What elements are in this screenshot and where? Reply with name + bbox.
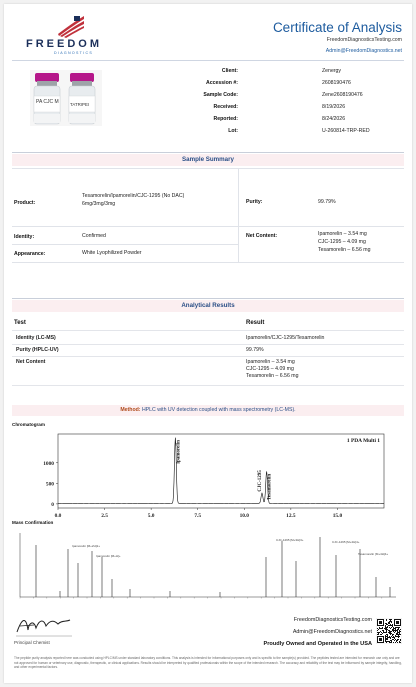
purity-label: Purity: xyxy=(246,199,263,205)
net-content-value-1: Ipamorelin – 3.54 mg xyxy=(318,231,367,237)
net-content-label: Net Content: xyxy=(246,233,278,239)
result-test-name: Net Content xyxy=(16,359,46,365)
identity-label: Identity: xyxy=(14,234,35,240)
client-info-value: 8/24/2026 xyxy=(322,116,346,122)
header-email[interactable]: Admin@FreedomDiagnostics.net xyxy=(325,48,402,54)
client-info-row xyxy=(154,68,404,80)
qr-code-icon[interactable] xyxy=(376,618,402,644)
client-info-value: U-260814-TRP-RED xyxy=(322,128,370,134)
table-rule xyxy=(12,244,238,245)
header-website[interactable]: FreedomDiagnosticsTesting.com xyxy=(326,37,402,43)
plot-frame xyxy=(58,434,384,508)
client-info-key: Lot: xyxy=(228,128,238,134)
y-tick-label: 500 xyxy=(45,481,54,488)
result-value: Ipamorelin/CJC-1295/Tesamorelin xyxy=(246,335,325,341)
method-banner xyxy=(12,405,404,416)
method-text: HPLC with UV detection coupled with mass spectrometry (LC-MS). xyxy=(141,407,296,413)
client-info-key: Received: xyxy=(213,104,238,110)
result-value: 99.79% xyxy=(246,347,264,353)
chromatogram-trace xyxy=(58,438,384,504)
disclaimer-text: The peptide purity analysis reported here was conducted using HPLC/MS under standard laboratory conditions. This analysis is intended for informational purposes only and is specific to the sample(s) provided. The peptides tested are intended for research use only and are not approved for human or veterinary use, diagnostic, therapeutic, or clinical applications. Results should be interpreted by qualified professionals within the scope of the intended research. The accuracy and reliability of the test may be influenced by sample integrity, handling, and other experimental factors. xyxy=(14,656,402,670)
client-info-key: Accession #: xyxy=(205,80,238,86)
appearance-value: White Lyophilized Powder xyxy=(82,250,142,256)
footer-email[interactable]: Admin@FreedomDiagnostics.net xyxy=(292,629,372,635)
peak-label: Ipamorelin xyxy=(176,440,182,464)
client-info-key: Client: xyxy=(221,68,238,74)
client-info-value: Zene2608190476 xyxy=(322,92,363,98)
identity-value: Confirmed xyxy=(82,233,106,239)
mass-spectrum-chart xyxy=(12,527,404,605)
ms-annotation: Tesamorelin [M+4H]4+ xyxy=(358,552,389,556)
net-content-result: Ipamorelin – 3.54 mg xyxy=(246,359,295,365)
appearance-label: Appearance: xyxy=(14,251,46,257)
sample-summary-heading: Sample Summary xyxy=(12,154,404,166)
table-rule xyxy=(12,330,404,331)
product-value-line1: Tesamorelin/Ipamorelin/CJC-1295 (No DAC) xyxy=(82,193,185,199)
vial-label-text: PA CJC M xyxy=(36,99,59,105)
ms-annotation: Ipamorelin [M+2H]2+ xyxy=(72,544,101,548)
signature-image xyxy=(14,614,74,638)
x-tick-label: 5.0 xyxy=(147,513,155,518)
footer-website[interactable]: FreedomDiagnosticsTesting.com xyxy=(293,617,372,623)
x-tick-label: 15.0 xyxy=(332,513,343,518)
table-rule xyxy=(12,356,404,357)
net-content-value-3: Tesamorelin – 6.56 mg xyxy=(318,247,371,253)
table-rule xyxy=(12,168,404,169)
certificate-page xyxy=(4,4,412,683)
client-info-value: Zenergy xyxy=(322,68,342,74)
client-info-row xyxy=(154,80,404,92)
result-test-name: Purity (HPLC-UV) xyxy=(16,347,59,353)
footer-ownership: Proudly Owned and Operated in the USA xyxy=(263,641,372,647)
product-label: Product: xyxy=(14,200,36,206)
ms-annotation: CJC-1295 [M+3H]3+ xyxy=(276,538,304,542)
y-tick-label: 0 xyxy=(51,501,54,508)
y-tick-label: 1000 xyxy=(43,460,54,467)
x-tick-label: 2.5 xyxy=(101,513,108,518)
header-divider xyxy=(12,60,404,61)
table-rule xyxy=(12,385,404,386)
section-divider xyxy=(12,152,404,153)
net-content-result: Tesamorelin – 6.56 mg xyxy=(246,373,299,379)
chart-legend: 1 PDA Multi 1 xyxy=(346,438,380,444)
client-info-value: 8/19/2026 xyxy=(322,104,346,110)
flag-icon xyxy=(56,14,86,38)
client-info-row xyxy=(154,128,404,140)
brand-name: FREEDOM xyxy=(26,38,102,50)
header xyxy=(4,4,412,60)
product-value-line2: 6mg/3mg/3mg xyxy=(82,201,116,207)
client-info-table xyxy=(154,68,404,140)
mass-confirmation-label: Mass Confirmation xyxy=(12,520,54,525)
peak-label: Tesamorelin xyxy=(267,473,273,500)
brand-subtitle: DIAGNOSTICS xyxy=(54,51,94,55)
ms-annotation: Ipamorelin [M+H]+ xyxy=(96,554,121,558)
table-rule xyxy=(12,226,404,227)
x-tick-label: 0.0 xyxy=(54,513,62,518)
brand-logo xyxy=(26,12,112,56)
sample-vials-photo xyxy=(30,70,102,126)
client-info-key: Reported: xyxy=(213,116,238,122)
method-label: Method: xyxy=(120,407,141,413)
client-info-row xyxy=(154,104,404,116)
chromatogram-chart xyxy=(12,428,404,518)
client-info-value: 2608190476 xyxy=(322,80,351,86)
net-content-result: CJC-1295 – 4.09 mg xyxy=(246,366,294,372)
test-column-header: Test xyxy=(14,320,26,326)
ms-annotation: CJC-1295 [M+4H]4+ xyxy=(332,540,360,544)
x-tick-label: 12.5 xyxy=(286,513,296,518)
purity-value: 99.79% xyxy=(318,199,336,205)
signer-title: Principal Chemist xyxy=(14,640,50,645)
net-content-value-2: CJC-1295 – 4.09 mg xyxy=(318,239,366,245)
x-tick-label: 7.5 xyxy=(194,513,202,518)
chromatogram-label: Chromatogram xyxy=(12,422,45,427)
table-rule xyxy=(12,344,404,345)
vial-label-text-2: TATRIPEI xyxy=(70,102,90,107)
client-info-key: Sample Code: xyxy=(203,92,238,98)
client-info-row xyxy=(154,92,404,104)
table-column-divider xyxy=(238,168,239,262)
section-divider xyxy=(12,298,404,299)
x-tick-label: 10.0 xyxy=(239,513,250,518)
peak-label: CJC-1295 xyxy=(257,470,263,492)
client-info-row xyxy=(154,116,404,128)
analytical-results-heading: Analytical Results xyxy=(12,300,404,312)
document-title: Certificate of Analysis xyxy=(272,20,402,35)
result-test-name: Identity (LC-MS) xyxy=(16,335,56,341)
table-rule xyxy=(12,262,404,263)
result-column-header: Result xyxy=(246,320,265,326)
